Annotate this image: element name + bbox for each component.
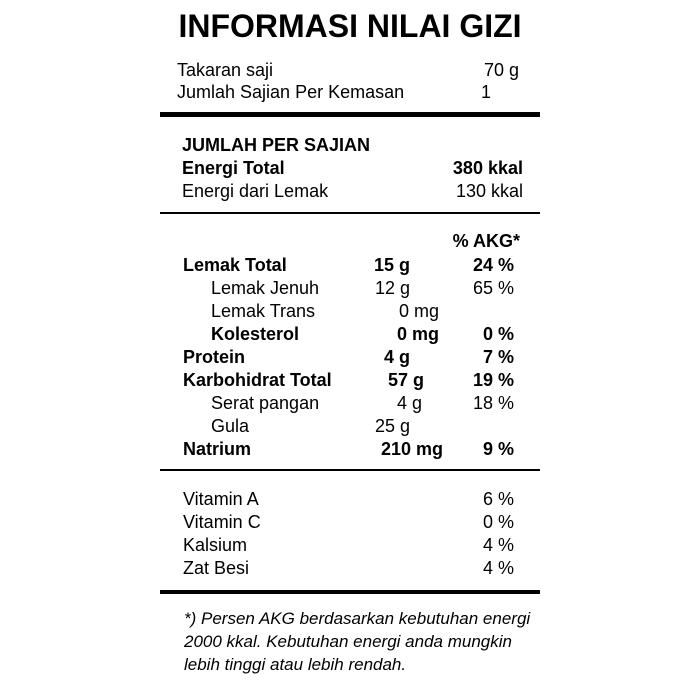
- nutrient-label: Lemak Total: [183, 255, 287, 275]
- energy-fat-value: 130 kkal: [455, 181, 523, 201]
- akg-header: % AKG*: [452, 231, 520, 251]
- energy-total-value: 380 kkal: [452, 158, 523, 178]
- nutrient-amount: 57 g: [387, 370, 424, 390]
- energy-total-label: Energi Total: [182, 158, 285, 178]
- nutrient-amount: 25 g: [374, 416, 410, 436]
- nutrient-amount: 210 mg: [380, 439, 443, 459]
- thick-divider-top: [160, 112, 540, 117]
- vitamin-label: Vitamin A: [183, 489, 259, 509]
- energy-fat-label: Energi dari Lemak: [182, 181, 329, 201]
- vitamin-label: Kalsium: [183, 535, 248, 555]
- nutrient-label: Protein: [183, 347, 246, 367]
- vitamin-akg: 4 %: [482, 558, 514, 578]
- nutrient-akg: 19 %: [472, 370, 514, 390]
- footnote: *) Persen AKG berdasarkan kebutuhan energi 2000 kkal. Kebutuhan energi anda mungkin lebih tinggi atau lebih rendah.: [184, 609, 531, 674]
- nutrient-label: Lemak Jenuh: [211, 278, 320, 298]
- nutrient-akg: 65 %: [472, 278, 514, 298]
- servings-per-pack-label: Jumlah Sajian Per Kemasan: [177, 82, 405, 102]
- vitamin-akg: 4 %: [482, 535, 514, 555]
- serving-size-label: Takaran saji: [177, 60, 274, 80]
- nutrient-amount: 15 g: [373, 255, 410, 275]
- serving-size-value: 70 g: [483, 60, 519, 80]
- nutrient-label: Natrium: [183, 439, 252, 459]
- nutrient-akg: 24 %: [472, 255, 514, 275]
- vitamin-label: Vitamin C: [183, 512, 261, 532]
- vitamin-akg: 6 %: [482, 489, 514, 509]
- nutrient-label: Kolesterol: [211, 324, 300, 344]
- nutrient-akg: 9 %: [482, 439, 514, 459]
- nutrient-akg: 7 %: [482, 347, 514, 367]
- nutrient-label: Gula: [211, 416, 250, 436]
- nutrient-amount: 12 g: [374, 278, 410, 298]
- servings-per-pack-value: 1: [480, 82, 491, 102]
- nutrient-amount: 4 g: [396, 393, 422, 413]
- nutrient-label: Serat pangan: [211, 393, 320, 413]
- nutrient-amount: 0 mg: [398, 301, 439, 321]
- nutrient-amount: 4 g: [383, 347, 410, 367]
- vitamin-label: Zat Besi: [183, 558, 250, 578]
- nutrient-label: Lemak Trans: [211, 301, 316, 321]
- divider-energy: [160, 212, 540, 214]
- label-title: INFORMASI NILAI GIZI: [178, 8, 522, 44]
- nutrient-label: Karbohidrat Total: [183, 370, 332, 390]
- divider-vitamins: [160, 469, 540, 471]
- nutrient-akg: 0 %: [482, 324, 514, 344]
- thick-divider-bottom: [160, 590, 540, 594]
- nutrient-akg: 18 %: [472, 393, 514, 413]
- vitamin-akg: 0 %: [482, 512, 514, 532]
- nutrient-amount: 0 mg: [396, 324, 439, 344]
- per-serving-header: JUMLAH PER SAJIAN: [182, 135, 371, 155]
